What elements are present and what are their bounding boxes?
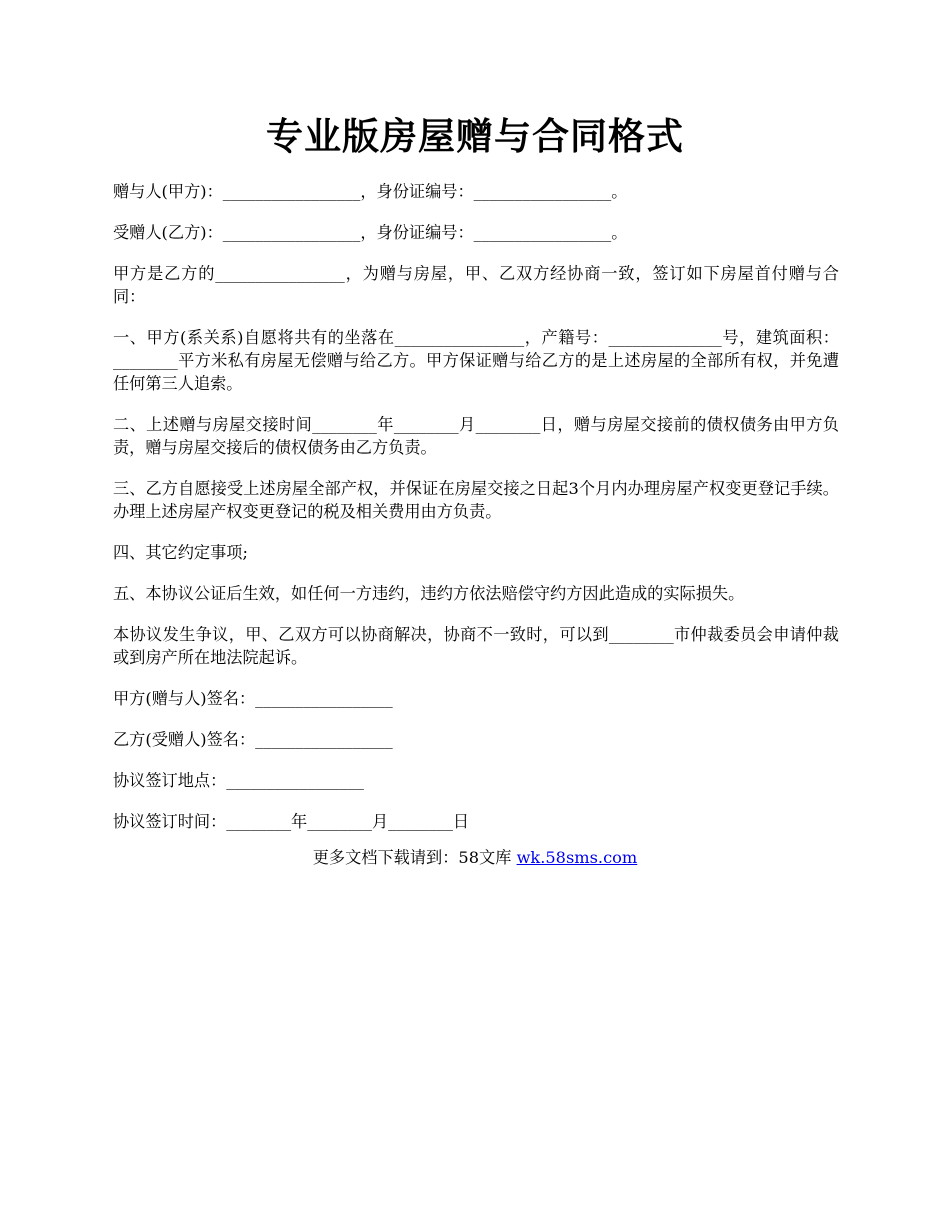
clause-4: 四、其它约定事项; — [113, 543, 248, 562]
signing-place-line: 协议签订地点：_________________ — [113, 771, 364, 790]
clause-5: 五、本协议公证后生效，如任何一方违约，违约方依法赔偿守约方因此造成的实际损失。 — [113, 584, 745, 603]
document-body — [113, 180, 839, 851]
clause-2: 二、上述赠与房屋交接时间________年________月________日，赠与房屋交接前的债权债务由甲方负责，赠与房屋交接后的债权债务由乙方负责。 — [113, 415, 839, 457]
party-b-signature-line: 乙方(受赠人)签名：_________________ — [113, 730, 393, 749]
footer-link[interactable]: wk.58sms.com — [516, 848, 638, 867]
footer-text: 更多文档下载请到：58文库 — [312, 848, 517, 867]
signing-date-line: 协议签订时间：________年________月________日 — [113, 812, 470, 831]
clause-1: 一、甲方(系关系)自愿将共有的坐落在________________，产籍号：______________号，建筑面积：________平方米私有房屋无偿赠与给乙方。甲方保证赠与给乙方的是上述房屋的全部所有权，并免遭任何第三人追索。 — [113, 328, 839, 393]
clause-3: 三、乙方自愿接受上述房屋全部产权，并保证在房屋交接之日起3个月内办理房屋产权变更登记手续。办理上述房屋产权变更登记的税及相关费用由方负责。 — [113, 479, 839, 521]
download-footer — [0, 846, 950, 869]
donor-info-line: 赠与人(甲方)：_________________，身份证编号：_________________。 — [113, 182, 628, 201]
document-title: 专业版房屋赠与合同格式 — [266, 114, 684, 158]
preamble-paragraph: 甲方是乙方的________________，为赠与房屋，甲、乙双方经协商一致，签订如下房屋首付赠与合同： — [113, 264, 839, 306]
dispute-paragraph: 本协议发生争议，甲、乙双方可以协商解决，协商不一致时，可以到________市仲裁委员会申请仲裁或到房产所在地法院起诉。 — [113, 625, 839, 667]
recipient-info-line: 受赠人(乙方)：_________________，身份证编号：_________________。 — [113, 223, 628, 242]
party-a-signature-line: 甲方(赠与人)签名：_________________ — [113, 689, 393, 708]
